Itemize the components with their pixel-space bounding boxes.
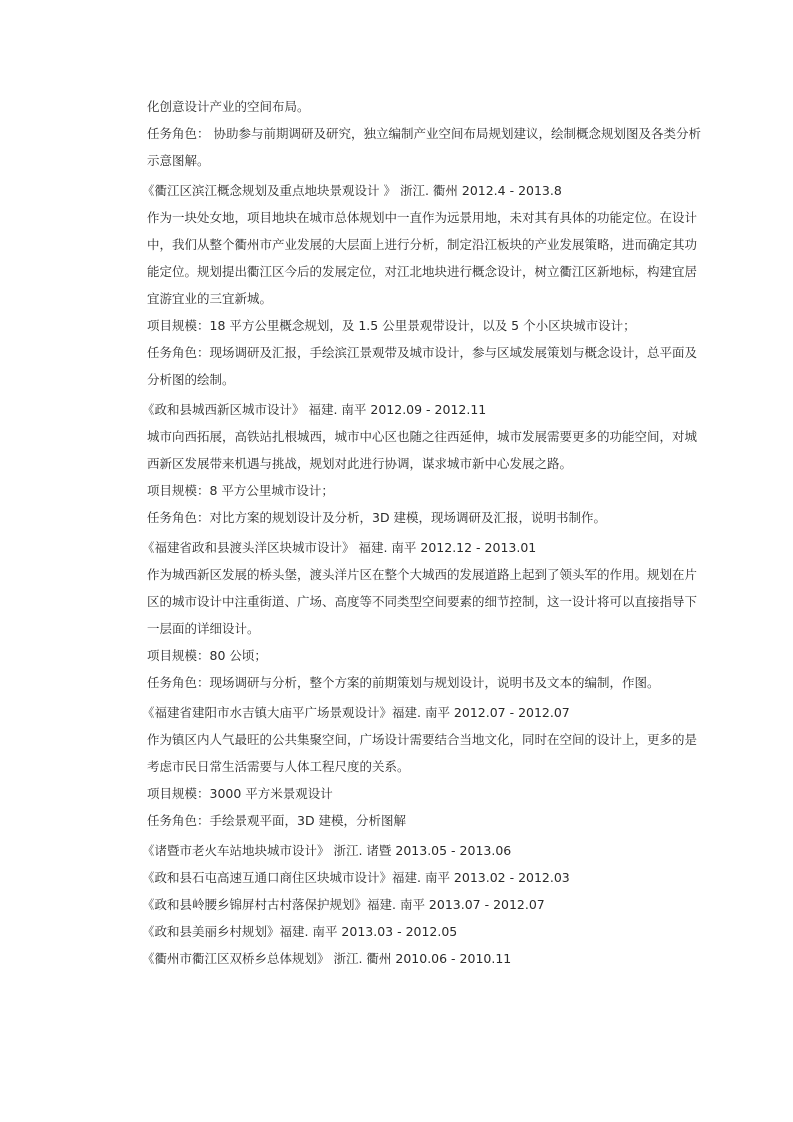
task-role: 任务角色：现场调研及汇报，手绘滨江景观带及城市设计，参与区域发展策划与概念设计，总平面及 bbox=[147, 345, 698, 360]
project-title: 《福建省建阳市水吉镇大庙平广场景观设计》福建. 南平 2012.07 - 2012.07 bbox=[142, 705, 570, 720]
task-role: 任务角色：手绘景观平面，3D 建模，分析图解 bbox=[147, 813, 407, 828]
project-title: 《政和县城西新区城市设计》 福建. 南平 2012.09 - 2012.11 bbox=[142, 402, 487, 417]
project-scale: 项目规模：3000 平方米景观设计 bbox=[147, 786, 333, 801]
body-text: 考虑市民日常生活需要与人体工程尺度的关系。 bbox=[147, 759, 410, 774]
body-text: 能定位。规划提出衢江区今后的发展定位，对江北地块进行概念设计，树立衢江区新地标，构建宜居 bbox=[147, 264, 698, 279]
project-scale: 项目规模：80 公顷； bbox=[147, 648, 267, 663]
body-text: 城市向西拓展，高铁站扎根城西，城市中心区也随之往西延伸，城市发展需要更多的功能空间，对城 bbox=[147, 429, 698, 444]
project-title: 《政和县美丽乡村规划》福建. 南平 2013.03 - 2012.05 bbox=[142, 924, 458, 939]
project-title: 《衢州市衢江区双桥乡总体规划》 浙江. 衢州 2010.06 - 2010.11 bbox=[142, 951, 512, 966]
project-scale: 项目规模：8 平方公里城市设计； bbox=[147, 483, 334, 498]
project-title: 《政和县石屯高速互通口商住区块城市设计》福建. 南平 2013.02 - 2012.03 bbox=[142, 870, 570, 885]
project-title: 《福建省政和县渡头洋区块城市设计》 福建. 南平 2012.12 - 2013.01 bbox=[142, 540, 537, 555]
body-text: 一层面的详细设计。 bbox=[147, 621, 260, 636]
project-title: 《衢江区滨江概念规划及重点地块景观设计 》 浙江. 衢州 2012.4 - 2013.8 bbox=[142, 183, 562, 198]
body-text: 化创意设计产业的空间布局。 bbox=[147, 99, 310, 114]
body-text: 分析图的绘制。 bbox=[147, 372, 235, 387]
task-role: 任务角色： 协助参与前期调研及研究，独立编制产业空间布局规划建议，绘制概念规划图及各类分析 bbox=[147, 126, 701, 141]
body-text: 西新区发展带来机遇与挑战，规划对此进行协调，谋求城市新中心发展之路。 bbox=[147, 456, 573, 471]
task-role: 任务角色：现场调研与分析，整个方案的前期策划与规划设计，说明书及文本的编制，作图。 bbox=[147, 675, 660, 690]
body-text: 宜游宜业的三宜新城。 bbox=[147, 291, 273, 306]
body-text: 作为城西新区发展的桥头堡，渡头洋片区在整个大城西的发展道路上起到了领头军的作用。规划在片 bbox=[147, 567, 698, 582]
body-text: 作为镇区内人气最旺的公共集聚空间，广场设计需要结合当地文化，同时在空间的设计上，更多的是 bbox=[147, 732, 698, 747]
body-text: 中，我们从整个衢州市产业发展的大层面上进行分析，制定沿江板块的产业发展策略，进而确定其功 bbox=[147, 237, 698, 252]
task-role: 任务角色：对比方案的规划设计及分析，3D 建模，现场调研及汇报，说明书制作。 bbox=[147, 510, 607, 525]
project-scale: 项目规模：18 平方公里概念规划，及 1.5 公里景观带设计，以及 5 个小区块城市设计； bbox=[147, 318, 636, 333]
body-text: 示意图解。 bbox=[147, 153, 210, 168]
project-title: 《政和县岭腰乡锦屏村古村落保护规划》福建. 南平 2013.07 - 2012.07 bbox=[142, 897, 545, 912]
body-text: 区的城市设计中注重街道、广场、高度等不同类型空间要素的细节控制，这一设计将可以直接指导下 bbox=[147, 594, 698, 609]
project-title: 《诸暨市老火车站地块城市设计》 浙江. 诸暨 2013.05 - 2013.06 bbox=[142, 843, 512, 858]
body-text: 作为一块处女地，项目地块在城市总体规划中一直作为远景用地，未对其有具体的功能定位。在设计 bbox=[147, 210, 698, 225]
